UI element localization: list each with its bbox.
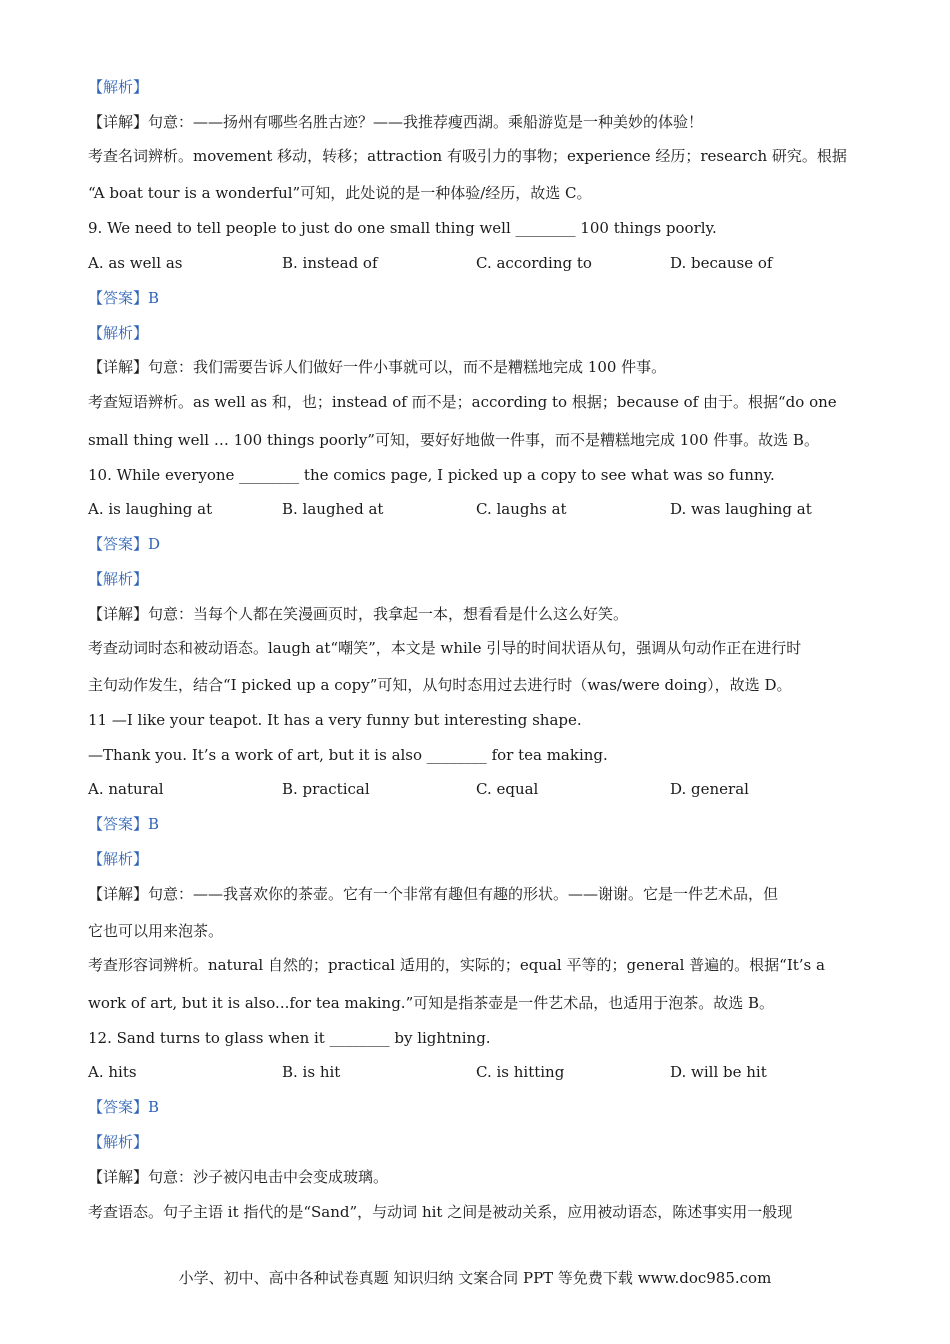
explanation-line: 主句动作发生，结合“I picked up a copy”可知，从句时态用过去进行时（was/were doing），故选 D。 — [88, 676, 792, 694]
explanation-line: small thing well … 100 things poorly”可知，要好好地做一件事，而不是糟糕地完成 100 件事。故选 B。 — [88, 431, 819, 449]
option-a: A. natural — [88, 780, 164, 798]
option-b: B. is hit — [282, 1063, 341, 1081]
option-b: B. laughed at — [282, 500, 384, 518]
page-footer: 小学、初中、高中各种试卷真题 知识归纳 文案合同 PPT 等免费下载 www.doc985.com — [178, 1269, 772, 1287]
explanation-line: 考查名词辨析。movement 移动，转移；attraction 有吸引力的事物；experience 经历；research 研究。根据 — [88, 147, 847, 165]
analysis-heading: 【解析】 — [88, 570, 149, 588]
question-stem: 10. While everyone ________ the comics page, I picked up a copy to see what was so funny. — [88, 466, 775, 484]
option-a: A. is laughing at — [88, 500, 213, 518]
analysis-heading: 【解析】 — [88, 324, 149, 342]
detail-line: 它也可以用来泡茶。 — [88, 922, 224, 940]
detail-line: 【详解】句意：——扬州有哪些名胜古迹？——我推荐瘦西湖。乘船游览是一种美妙的体验！ — [88, 113, 704, 131]
option-c: C. equal — [476, 780, 539, 798]
question-stem-2: —Thank you. It’s a work of art, but it is also ________ for tea making. — [88, 746, 608, 764]
answer-text: 【答案】B — [88, 289, 160, 307]
option-c: C. is hitting — [476, 1063, 565, 1081]
detail-line: 【详解】句意：沙子被闪电击中会变成玻璃。 — [88, 1168, 389, 1186]
detail-line: 【详解】句意：我们需要告诉人们做好一件小事就可以，而不是糟糕地完成 100 件事。 — [88, 358, 667, 376]
analysis-heading: 【解析】 — [88, 850, 149, 868]
analysis-heading: 【解析】 — [88, 78, 149, 96]
explanation-line: 考查短语辨析。as well as 和，也；instead of 而不是；according to 根据；because of 由于。根据“do one — [88, 393, 837, 411]
answer-line — [88, 288, 862, 308]
explanation-line: “A boat tour is a wonderful”可知，此处说的是一种体验/经历，故选 C。 — [88, 184, 592, 202]
explanation-line: 考查形容词辨析。natural 自然的；practical 适用的，实际的；equal 平等的；general 普遍的。根据“It’s a — [88, 956, 825, 974]
detail-line: 【详解】句意：——我喜欢你的茶壶。它有一个非常有趣但有趣的形状。——谢谢。它是一件艺术品，但 — [88, 885, 779, 903]
option-b: B. instead of — [282, 254, 378, 272]
option-b: B. practical — [282, 780, 370, 798]
explanation-line: work of art, but it is also...for tea making.”可知是指茶壶是一件艺术品，也适用于泡茶。故选 B。 — [88, 994, 775, 1012]
option-a: A. as well as — [88, 254, 183, 272]
option-a: A. hits — [88, 1063, 137, 1081]
answer-text: 【答案】B — [88, 815, 160, 833]
answer-text: 【答案】B — [88, 1098, 160, 1116]
explanation-line: 考查动词时态和被动语态。laugh at“嘲笑”，本文是 while 引导的时间状语从句，强调从句动作正在进行时 — [88, 639, 802, 657]
explanation-line: 考查语态。句子主语 it 指代的是“Sand”，与动词 hit 之间是被动关系，应用被动语态，陈述事实用一般现 — [88, 1203, 793, 1221]
answer-text: 【答案】D — [88, 535, 161, 553]
question-stem: 9. We need to tell people to just do one small thing well ________ 100 things poorly. — [88, 219, 717, 237]
question-stem: 11 —I like your teapot. It has a very funny but interesting shape. — [88, 711, 582, 729]
question-stem: 12. Sand turns to glass when it ________ by lightning. — [88, 1029, 491, 1047]
option-d: D. because of — [670, 254, 773, 272]
option-c: C. according to — [476, 254, 592, 272]
detail-line: 【详解】句意：当每个人都在笑漫画页时，我拿起一本，想看看是什么这么好笑。 — [88, 605, 629, 623]
option-d: D. was laughing at — [670, 500, 812, 518]
option-c: C. laughs at — [476, 500, 567, 518]
option-d: D. general — [670, 780, 749, 798]
analysis-heading: 【解析】 — [88, 1133, 149, 1151]
option-d: D. will be hit — [670, 1063, 767, 1081]
